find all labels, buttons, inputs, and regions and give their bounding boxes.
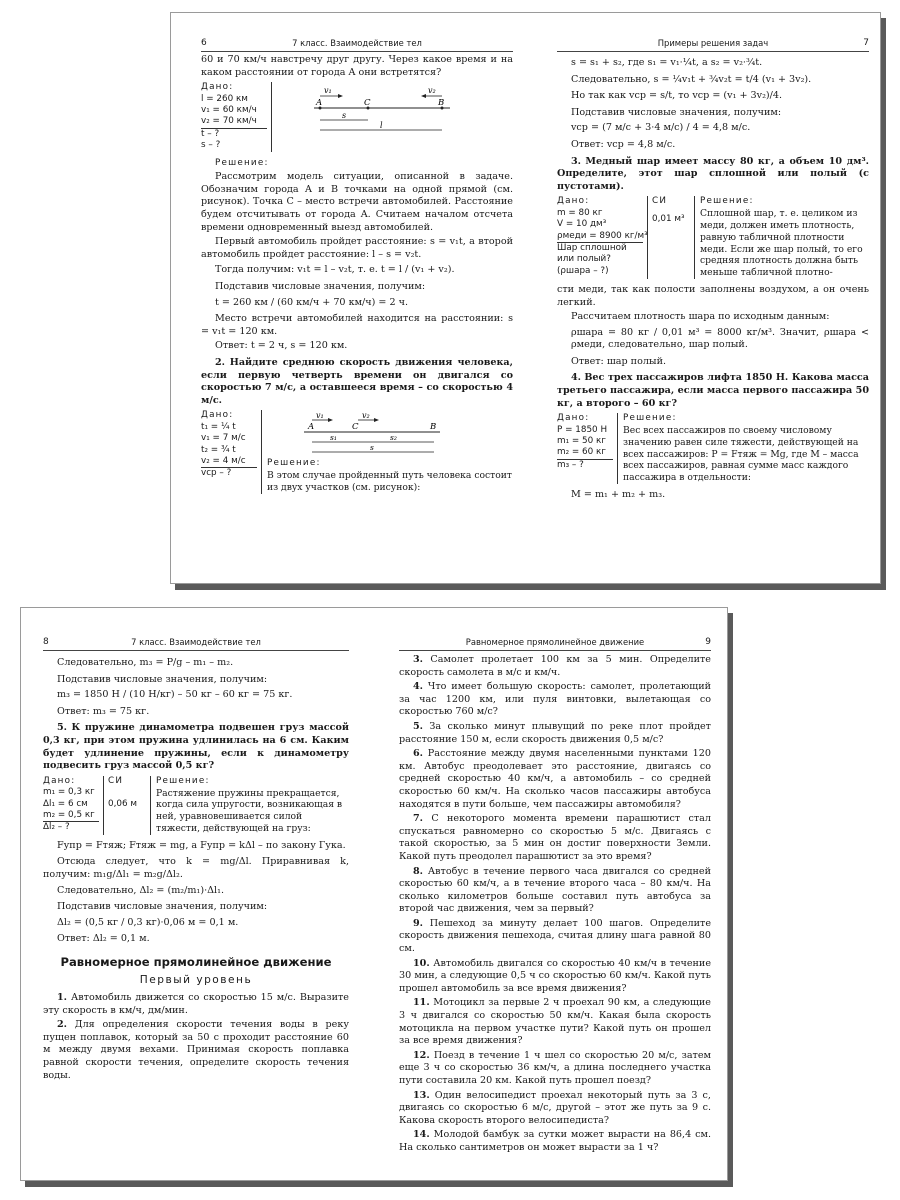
exercise-text: Мотоцикл за первые 2 ч проехал 90 км, а следующие 3 ч двигался со скоростью 50 км/ч. Какая была скорость мотоцикла на первом участке пути? Какой путь он прошел за все время движения? xyxy=(399,997,711,1047)
formula: Fупр = Fтяж; Fтяж = mg, а Fупр = kΔl – по закону Гука. xyxy=(57,839,346,851)
label-l: l xyxy=(380,121,383,131)
running-head-title: 7 класс. Взаимодействие тел xyxy=(131,637,261,647)
solution-4 xyxy=(618,413,869,484)
page-number: 9 xyxy=(705,637,711,647)
running-head xyxy=(201,37,513,52)
given-item: m = 80 кг xyxy=(557,207,603,218)
top-spread xyxy=(170,12,881,584)
si-label: СИ xyxy=(108,775,124,786)
formula: s = s₁ + s₂, где s₁ = v₁·¼t, а s₂ = v₂·¾t. xyxy=(571,57,763,68)
given-item: t₂ = ¾ t xyxy=(201,444,236,455)
answer: Ответ: шар полый. xyxy=(571,355,667,367)
exercise xyxy=(399,997,711,1047)
si-column xyxy=(104,776,151,835)
given-column xyxy=(557,196,648,279)
given-block-2 xyxy=(201,410,513,493)
exercise-text: Самолет пролетает 100 км за 5 мин. Определите скорость самолета в м/с и км/ч. xyxy=(399,654,711,678)
given-block-1 xyxy=(201,82,513,151)
exercise-number: 6. xyxy=(413,748,424,760)
formula: Следовательно, s = ¼v₁t + ¾v₂t = t/4 (v₁ + 3v₂). xyxy=(571,73,812,85)
running-head-title: Примеры решения задач xyxy=(657,38,769,48)
solution-text: Вес всех пассажиров по своему числовому значению равен силе тяжести, действующей на всех пассажиров: P = Fтяж = Mg, где M – масса всех пассажиров, равная сумме масс каждого пассажира в отдельности: xyxy=(623,425,859,484)
exercise xyxy=(399,721,711,746)
formula: ρшара = 80 кг / 0,01 м³ = 8000 кг/м³. Значит, ρшара < ρмеди, следовательно, шар полый. xyxy=(571,326,869,351)
solution-label: Решение: xyxy=(267,458,321,469)
task-1-continuation: 60 и 70 км/ч навстречу друг другу. Через какое время и на каком расстоянии от города A они встретятся? xyxy=(201,54,513,78)
si-label: СИ xyxy=(652,196,668,207)
formula: Следовательно, Δl₂ = (m₂/m₁)·Δl₁. xyxy=(57,884,225,896)
label-c: C xyxy=(364,98,371,109)
find-item: Δl₂ – ? xyxy=(43,821,99,833)
given-item: m₁ = 50 кг xyxy=(557,436,606,447)
label-v1: v₁ xyxy=(316,411,324,421)
solution-paragraph: Рассмотрим модель ситуации, описанной в задаче. Обозначим города A и B точками на одной прямой (см. рисунок). Точка C – место встречи автомобилей. Расстояние будем отсчитывать от города A. Считаем началом отсчета времени одновременный выезд автомобилей. xyxy=(201,171,513,233)
solution-paragraph: Отсюда следует, что k = mg/Δl. Приравнивая k, получим: m₁g/Δl₁ = m₂g/Δl₂. xyxy=(43,856,349,880)
exercise-text: Автомобиль двигался со скоростью 40 км/ч в течение 30 мин, а следующие 0,5 ч со скоростью 60 км/ч. Какой путь прошел автомобиль за все время движения? xyxy=(399,957,711,994)
page-body xyxy=(557,54,869,506)
given-item: Δl₁ = 6 см xyxy=(43,798,88,809)
page-body xyxy=(399,654,711,1157)
exercise-number: 3. xyxy=(413,654,424,665)
running-head-title: 7 класс. Взаимодействие тел xyxy=(292,38,422,48)
bottom-spread xyxy=(20,607,728,1181)
si-value: 0,01 м³ xyxy=(652,213,685,224)
find-item: m₃ – ? xyxy=(557,459,613,471)
task-text: Медный шар имеет массу 80 кг, а объем 10 дм³. Определите, этот шар сплошной или полый (с пустотами). xyxy=(557,155,869,192)
solution-paragraph: Рассчитаем плотность шара по исходным данным: xyxy=(571,311,830,323)
solution-label: Решение: xyxy=(215,157,269,168)
exercise-number: 7. xyxy=(413,813,424,825)
exercise xyxy=(399,1050,711,1088)
given-item: m₁ = 0,3 кг xyxy=(43,787,95,798)
solution-paragraph: Подставив числовые значения, получим: xyxy=(571,106,782,118)
given-column xyxy=(201,82,272,151)
given-column xyxy=(557,413,618,484)
given-item: m₂ = 60 кг xyxy=(557,447,606,458)
exercise-text: За сколько минут плывущий по реке плот пройдет расстояние 150 м, если скорость движения 0,5 м/с? xyxy=(399,720,711,745)
answer: Ответ: Δl₂ = 0,1 м. xyxy=(57,933,150,945)
task-number: 3. xyxy=(571,155,582,167)
exercise-number: 13. xyxy=(413,1089,430,1101)
given-block-5 xyxy=(43,776,349,835)
given-block-3 xyxy=(557,196,869,279)
page-9 xyxy=(399,608,711,1180)
task-text: К пружине динамометра подвешен груз массой 0,3 кг, при этом пружина удлинилась на 6 см. Каким будет удлинение пружины, если к динамометру подвесить груз массой 0,5 кг? xyxy=(43,722,349,772)
given-item: l = 260 км xyxy=(201,93,248,104)
find-item: s – ? xyxy=(201,140,221,151)
given-item: ρмеди = 8900 кг/м³ xyxy=(557,230,648,241)
solution-5 xyxy=(151,776,349,835)
exercise xyxy=(399,748,711,811)
arrow-head xyxy=(421,94,426,98)
given-item: V = 10 дм³ xyxy=(557,219,607,230)
solution-paragraph: Место встречи автомобилей находится на расстоянии: s = v₁t = 120 км. xyxy=(201,313,513,337)
exercise xyxy=(399,813,711,863)
solution-label: Решение: xyxy=(700,196,754,207)
exercise xyxy=(399,918,711,956)
si-column xyxy=(648,196,695,279)
label-v2: v₂ xyxy=(428,86,436,96)
label-s: s xyxy=(370,443,374,453)
exercise-number: 12. xyxy=(413,1049,430,1061)
label-a: A xyxy=(308,422,315,433)
given-label: Дано: xyxy=(43,775,76,786)
label-c: C xyxy=(352,422,359,433)
solution-label: Решение: xyxy=(623,413,677,424)
answer: Ответ: m₃ = 75 кг. xyxy=(57,705,150,717)
find-item: t – ? xyxy=(201,128,267,140)
find-item: или полый? xyxy=(557,254,611,265)
exercise xyxy=(399,1090,711,1128)
exercise-number: 1. xyxy=(57,992,68,1004)
find-item: Шар сплошной xyxy=(557,242,643,254)
exercise-text: Автомобиль движется со скоростью 15 м/с. Выразите эту скорость в км/ч, дм/мин. xyxy=(43,992,349,1016)
exercise xyxy=(399,654,711,679)
solution-text: Сплошной шар, т. е. целиком из меди, должен иметь плотность, равную табличной плотности меди. Если же шар полый, то его средняя плотность должна быть меньше табличной плотно- xyxy=(700,208,863,279)
exercise xyxy=(43,992,349,1017)
solution-label: Решение: xyxy=(156,775,210,786)
exercise-text: Что имеет большую скорость: самолет, пролетающий за час 1200 км, или пуля винтовки, вылетающая со скоростью 760 м/с? xyxy=(399,681,711,718)
page-8 xyxy=(43,608,349,1180)
label-s1: s₁ xyxy=(330,433,337,443)
given-item: v₁ = 7 м/с xyxy=(201,433,246,444)
exercise-text: Автобус в течение первого часа двигался со средней скоростью 60 км/ч, а в течение второго часа – 80 км/ч. На сколько километров больше составил путь автобуса за второй час движения, чем за первый? xyxy=(399,865,711,915)
exercise-number: 5. xyxy=(413,720,424,732)
formula: M = m₁ + m₂ + m₃. xyxy=(571,489,666,501)
answer: Ответ: vср = 4,8 м/с. xyxy=(571,138,676,150)
exercise-text: С некоторого момента времени парашютист стал спускаться равномерно со скоростью 5 м/с. Двигаясь с такой скоростью, за 5 мин он достиг поверхности Земли. Какой путь преодолел парашютист за это время? xyxy=(399,813,711,862)
find-item: vср – ? xyxy=(201,467,257,479)
level-title: Первый уровень xyxy=(139,974,253,987)
given-item: m₂ = 0,5 кг xyxy=(43,809,95,820)
arrow-head xyxy=(338,94,343,98)
exercise-number: 2. xyxy=(57,1019,68,1031)
exercise xyxy=(399,1129,711,1154)
given-label: Дано: xyxy=(201,82,234,93)
formula: vср = (7 м/с + 3·4 м/с) / 4 = 4,8 м/с. xyxy=(571,122,751,134)
page-number: 8 xyxy=(43,637,49,647)
page-number: 6 xyxy=(201,38,207,48)
arrow-head xyxy=(328,418,333,422)
running-head xyxy=(43,636,349,651)
exercise xyxy=(43,1019,349,1082)
solution-text: В этом случае пройденный путь человека состоит из двух участков (см. рисунок): xyxy=(267,470,512,493)
label-b: B xyxy=(430,422,437,433)
given-item: P = 1850 Н xyxy=(557,424,608,435)
arrow-head xyxy=(374,418,379,422)
exercise-text: Один велосипедист проехал некоторый путь за 3 с, двигаясь со скоростью 6 м/с, другой – этот же путь за 9 с. Какова скорость второго велосипедиста? xyxy=(399,1089,711,1126)
formula: Но так как vср = s/t, то vср = (v₁ + 3v₂)/4. xyxy=(571,90,783,102)
formula: Тогда получим: v₁t = l – v₂t, т. е. t = l / (v₁ + v₂). xyxy=(215,264,455,276)
label-v2: v₂ xyxy=(362,411,370,421)
solution-paragraph: Подставив числовые значения, получим: xyxy=(57,901,268,913)
page-6 xyxy=(201,13,513,583)
exercise-text: Поезд в течение 1 ч шел со скоростью 20 м/с, затем еще 3 ч со скоростью 36 км/ч, а длина последнего участка пути составила 20 км. Какой путь прошел поезд? xyxy=(399,1049,711,1086)
task-5 xyxy=(43,722,349,772)
task-text: Найдите среднюю скорость движения человека, если первую четверть времени он двигался со скоростью 7 м/с, а оставшееся время – со скоростью 4 м/с. xyxy=(201,356,513,406)
exercise xyxy=(399,958,711,996)
exercise-number: 14. xyxy=(413,1129,430,1141)
motion-diagram-2 xyxy=(262,410,513,458)
running-head xyxy=(557,37,869,52)
solution-paragraph: Подставив числовые значения, получим: xyxy=(57,673,268,685)
given-label: Дано: xyxy=(201,410,234,421)
solution-2 xyxy=(262,458,513,493)
task-3 xyxy=(557,156,869,194)
formula: Следовательно, m₃ = P/g – m₁ – m₂. xyxy=(57,657,234,668)
section-title: Равномерное прямолинейное движение xyxy=(60,954,332,969)
page-7 xyxy=(557,13,869,583)
label-v1: v₁ xyxy=(324,86,332,96)
solution-paragraph: Первый автомобиль пройдет расстояние: s = v₁t, а второй автомобиль пройдет расстояние: l – s = v₂t. xyxy=(201,236,513,260)
formula: m₃ = 1850 Н / (10 Н/кг) – 50 кг – 60 кг = 75 кг. xyxy=(57,689,293,701)
solution-paragraph: Подставив числовые значения, получим: xyxy=(215,280,426,292)
page-number: 7 xyxy=(863,38,869,48)
exercise-text: Для определения скорости течения воды в реку пущен поплавок, который за 50 с проходит расстояние 60 м между двумя вехами. Принимая скорость поплавка равной скорости течения, определите скорость течения воды. xyxy=(43,1019,349,1081)
exercise-number: 11. xyxy=(413,997,430,1009)
find-item: (ρшара – ?) xyxy=(557,265,609,276)
exercise-text: Расстояние между двумя населенными пунктами 120 км. Автобус преодолевает это расстояние, двигаясь со средней скоростью 40 км/ч, а автомобиль – со средней скоростью 60 км/ч. На сколько часов пассажиры автобуса находятся в пути больше, чем пассажиры автомобиля? xyxy=(399,748,711,810)
label-s2: s₂ xyxy=(390,433,397,443)
task-text: Вес трех пассажиров лифта 1850 Н. Какова масса третьего пассажира, если масса первого пассажира 50 кг, а второго – 60 кг? xyxy=(557,372,869,409)
given-column xyxy=(201,410,262,493)
solution-3 xyxy=(695,196,869,279)
given-block-4 xyxy=(557,413,869,484)
exercise xyxy=(399,866,711,916)
diagram-and-solution xyxy=(262,410,513,493)
given-item: t₁ = ¼ t xyxy=(201,421,236,432)
exercise-text: Пешеход за минуту делает 100 шагов. Определите скорость движения пешехода, считая длину шага равной 80 см. xyxy=(399,917,711,955)
diagram-svg xyxy=(272,82,512,138)
formula: t = 260 км / (60 км/ч + 70 км/ч) = 2 ч. xyxy=(215,296,409,308)
label-a: A xyxy=(316,98,323,109)
running-head-title: Равномерное прямолинейное движение xyxy=(465,637,645,647)
given-item: v₂ = 4 м/с xyxy=(201,455,246,466)
task-number: 4. xyxy=(571,372,582,384)
task-4 xyxy=(557,372,869,410)
solution-text: Растяжение пружины прекращается, когда сила упругости, возникающая в ней, уравновешивается силой тяжести, действующей на груз: xyxy=(156,787,343,834)
exercise-number: 8. xyxy=(413,865,424,877)
label-s: s xyxy=(342,111,347,121)
exercise xyxy=(399,681,711,719)
page-body xyxy=(201,54,513,499)
formula: Δl₂ = (0,5 кг / 0,3 кг)·0,06 м = 0,1 м. xyxy=(57,916,239,928)
motion-diagram-1 xyxy=(272,82,513,138)
given-label: Дано: xyxy=(557,196,590,207)
exercise-text: Молодой бамбук за сутки может вырасти на 86,4 см. На сколько сантиметров он может вырасти за 1 ч? xyxy=(399,1129,711,1153)
task-number: 5. xyxy=(57,722,68,734)
answer: Ответ: t = 2 ч, s = 120 км. xyxy=(215,340,348,352)
page-body xyxy=(43,654,349,1084)
exercise-number: 10. xyxy=(413,957,430,969)
task-number: 2. xyxy=(215,356,226,368)
si-value: 0,06 м xyxy=(108,799,138,810)
solution-paragraph: сти меди, так как полости заполнены воздухом, а он очень легкий. xyxy=(557,283,869,308)
label-b: B xyxy=(438,98,445,109)
exercise-number: 9. xyxy=(413,917,424,929)
given-label: Дано: xyxy=(557,413,590,424)
exercise-number: 4. xyxy=(413,681,424,693)
task-2 xyxy=(201,357,513,407)
running-head xyxy=(399,636,711,651)
given-column xyxy=(43,776,104,835)
given-item: v₂ = 70 км/ч xyxy=(201,116,257,127)
diagram-svg xyxy=(262,410,502,458)
given-item: v₁ = 60 км/ч xyxy=(201,105,257,115)
